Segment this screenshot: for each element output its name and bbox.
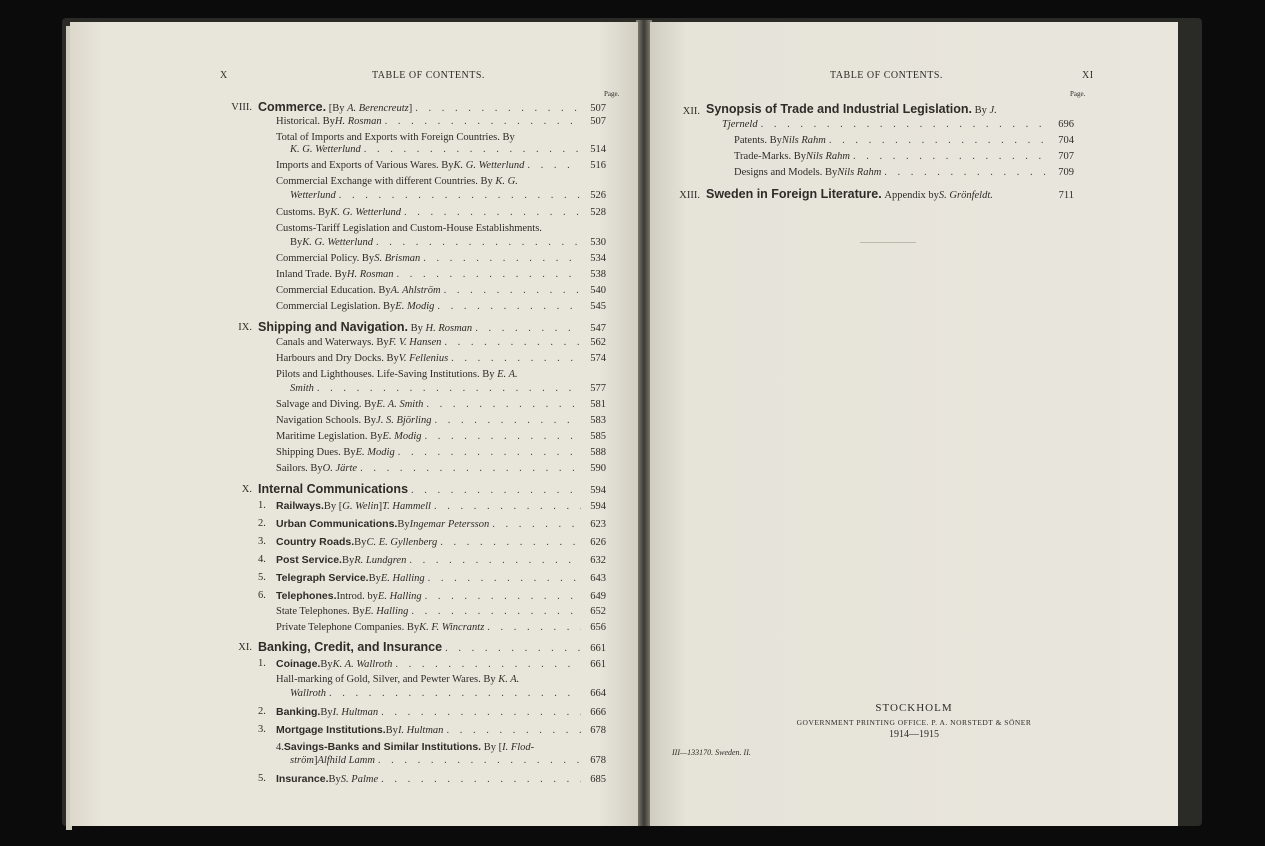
section-number: X. bbox=[241, 484, 252, 495]
toc-entry[interactable]: Maritime Legislation. By E. Modig . . . 585 bbox=[276, 431, 606, 442]
toc-entry[interactable]: K. G. Wetterlund . . . 514 bbox=[290, 144, 606, 155]
toc-entry[interactable]: 3. Mortgage Institutions. By I. Hultman . . . 678 bbox=[276, 724, 606, 736]
left-page bbox=[70, 22, 638, 826]
toc-entry[interactable]: Canals and Waterways. By F. V. Hansen . . . 562 bbox=[276, 337, 606, 348]
toc-entry-text: Commercial Exchange with different Countries. By K. G. bbox=[276, 176, 518, 187]
toc-entry[interactable]: Private Telephone Companies. By K. F. Wincrantz . . . 656 bbox=[276, 622, 606, 633]
right-page-number: XI bbox=[1082, 70, 1094, 81]
toc-entry[interactable]: Commercial Legislation. By E. Modig . . . 545 bbox=[276, 301, 606, 312]
section-heading-internal-communications[interactable]: Internal Communications . . . 594 bbox=[258, 482, 606, 496]
toc-entry[interactable]: 1. Railways. By [ G. Welin ] T. Hammell . . . 594 bbox=[276, 500, 606, 512]
toc-entry[interactable]: 4. Post Service. By R. Lundgren . . . 632 bbox=[276, 554, 606, 566]
page-column-label: Page. bbox=[604, 90, 620, 98]
section-heading-banking[interactable]: Banking, Credit, and Insurance . . . 661 bbox=[258, 640, 606, 654]
imprint-years: 1914—1915 bbox=[889, 729, 939, 740]
right-page bbox=[650, 22, 1178, 826]
section-number: XIII. bbox=[679, 190, 700, 201]
toc-entry[interactable]: 2. Banking. By I. Hultman . . . 666 bbox=[276, 706, 606, 718]
toc-entry[interactable]: State Telephones. By E. Halling . . . 652 bbox=[276, 606, 606, 617]
toc-entry[interactable]: Shipping Dues. By E. Modig . . . 588 bbox=[276, 447, 606, 458]
toc-entry[interactable]: Commercial Policy. By S. Brisman . . . 534 bbox=[276, 253, 606, 264]
toc-entry[interactable]: Historical. By H. Rosman . . . 507 bbox=[276, 116, 606, 127]
toc-entry[interactable]: Imports and Exports of Various Wares. By K. G. Wetterlund . . . 516 bbox=[276, 160, 606, 171]
toc-entry-text: Hall-marking of Gold, Silver, and Pewter Wares. By K. A. bbox=[276, 674, 520, 685]
toc-entry[interactable]: 3. Country Roads. By C. E. Gyllenberg . . . 626 bbox=[276, 536, 606, 548]
page-column-label: Page. bbox=[1070, 90, 1086, 98]
left-running-head: TABLE OF CONTENTS. bbox=[372, 70, 485, 81]
section-number: XII. bbox=[682, 106, 700, 117]
section-number: IX. bbox=[238, 322, 252, 333]
toc-entry[interactable]: 5. Insurance. By S. Palme . . . 685 bbox=[276, 773, 606, 785]
printer-signature: III—133170. Sweden. II. bbox=[672, 748, 751, 757]
toc-entry[interactable]: Patents. By Nils Rahm . . . 704 bbox=[734, 135, 1074, 146]
toc-entry[interactable]: Navigation Schools. By J. S. Björling . . . 583 bbox=[276, 415, 606, 426]
toc-entry[interactable]: Wetterlund . . . 526 bbox=[290, 190, 606, 201]
divider bbox=[860, 242, 916, 243]
toc-entry[interactable]: 2. Urban Communications. By Ingemar Petersson . . . 623 bbox=[276, 518, 606, 530]
section-title: Commerce. bbox=[258, 100, 327, 114]
section-heading-commerce[interactable]: Commerce. [ By A. Berencreutz ] . . . 507 bbox=[258, 100, 606, 114]
toc-entry[interactable]: Sailors. By O. Järte . . . 590 bbox=[276, 463, 606, 474]
toc-entry[interactable]: Customs. By K. G. Wetterlund . . . 528 bbox=[276, 207, 606, 218]
section-number: VIII. bbox=[231, 102, 252, 113]
section-heading-synopsis[interactable]: Synopsis of Trade and Industrial Legislation. By J. bbox=[706, 102, 997, 116]
section-heading-foreign-literature[interactable]: Sweden in Foreign Literature. Appendix by S. Grönfeldt. 711 bbox=[706, 187, 1074, 201]
toc-entry[interactable]: Wallroth . . . 664 bbox=[290, 688, 606, 699]
toc-entry[interactable]: Harbours and Dry Docks. By V. Fellenius . . . 574 bbox=[276, 353, 606, 364]
toc-entry[interactable]: Smith . . . 577 bbox=[290, 383, 606, 394]
toc-entry[interactable]: Designs and Models. By Nils Rahm . . . 709 bbox=[734, 167, 1074, 178]
page-ref: 507 bbox=[590, 103, 606, 114]
toc-entry-text: Total of Imports and Exports with Foreign Countries. By bbox=[276, 132, 515, 143]
right-running-head: TABLE OF CONTENTS. bbox=[830, 70, 943, 81]
imprint-printer: GOVERNMENT PRINTING OFFICE. P. A. NORSTEDT & SÖNER bbox=[796, 718, 1032, 727]
left-page-number: X bbox=[220, 70, 228, 81]
imprint-city: STOCKHOLM bbox=[875, 702, 953, 714]
toc-entry-text: Pilots and Lighthouses. Life-Saving Institutions. By E. A. bbox=[276, 369, 518, 380]
toc-entry-text: 4.Savings-Banks and Similar Institutions. By [I. Flod- bbox=[276, 741, 535, 753]
toc-entry[interactable]: 1. Coinage. By K. A. Wallroth . . . 661 bbox=[276, 658, 606, 670]
toc-entry[interactable]: Trade-Marks. By Nils Rahm . . . 707 bbox=[734, 151, 1074, 162]
toc-entry[interactable]: 6. Telephones. Introd. by E. Halling . . . 649 bbox=[276, 590, 606, 602]
toc-entry[interactable]: Inland Trade. By H. Rosman . . . 538 bbox=[276, 269, 606, 280]
toc-entry[interactable]: Commercial Education. By A. Ahlström . . . 540 bbox=[276, 285, 606, 296]
section-number: XI. bbox=[238, 642, 252, 653]
toc-entry[interactable]: Salvage and Diving. By E. A. Smith . . . 581 bbox=[276, 399, 606, 410]
toc-entry[interactable]: By K. G. Wetterlund . . . 530 bbox=[290, 237, 606, 248]
toc-entry[interactable]: Tjerneld . . . 696 bbox=[722, 119, 1074, 130]
toc-entry[interactable]: 5. Telegraph Service. By E. Halling . . . 643 bbox=[276, 572, 606, 584]
toc-entry-text: Customs-Tariff Legislation and Custom-House Establishments. bbox=[276, 223, 542, 234]
toc-entry[interactable]: ström ] Alfhild Lamm . . . 678 bbox=[290, 755, 606, 766]
section-heading-shipping[interactable]: Shipping and Navigation. By H. Rosman . . . 547 bbox=[258, 320, 606, 334]
